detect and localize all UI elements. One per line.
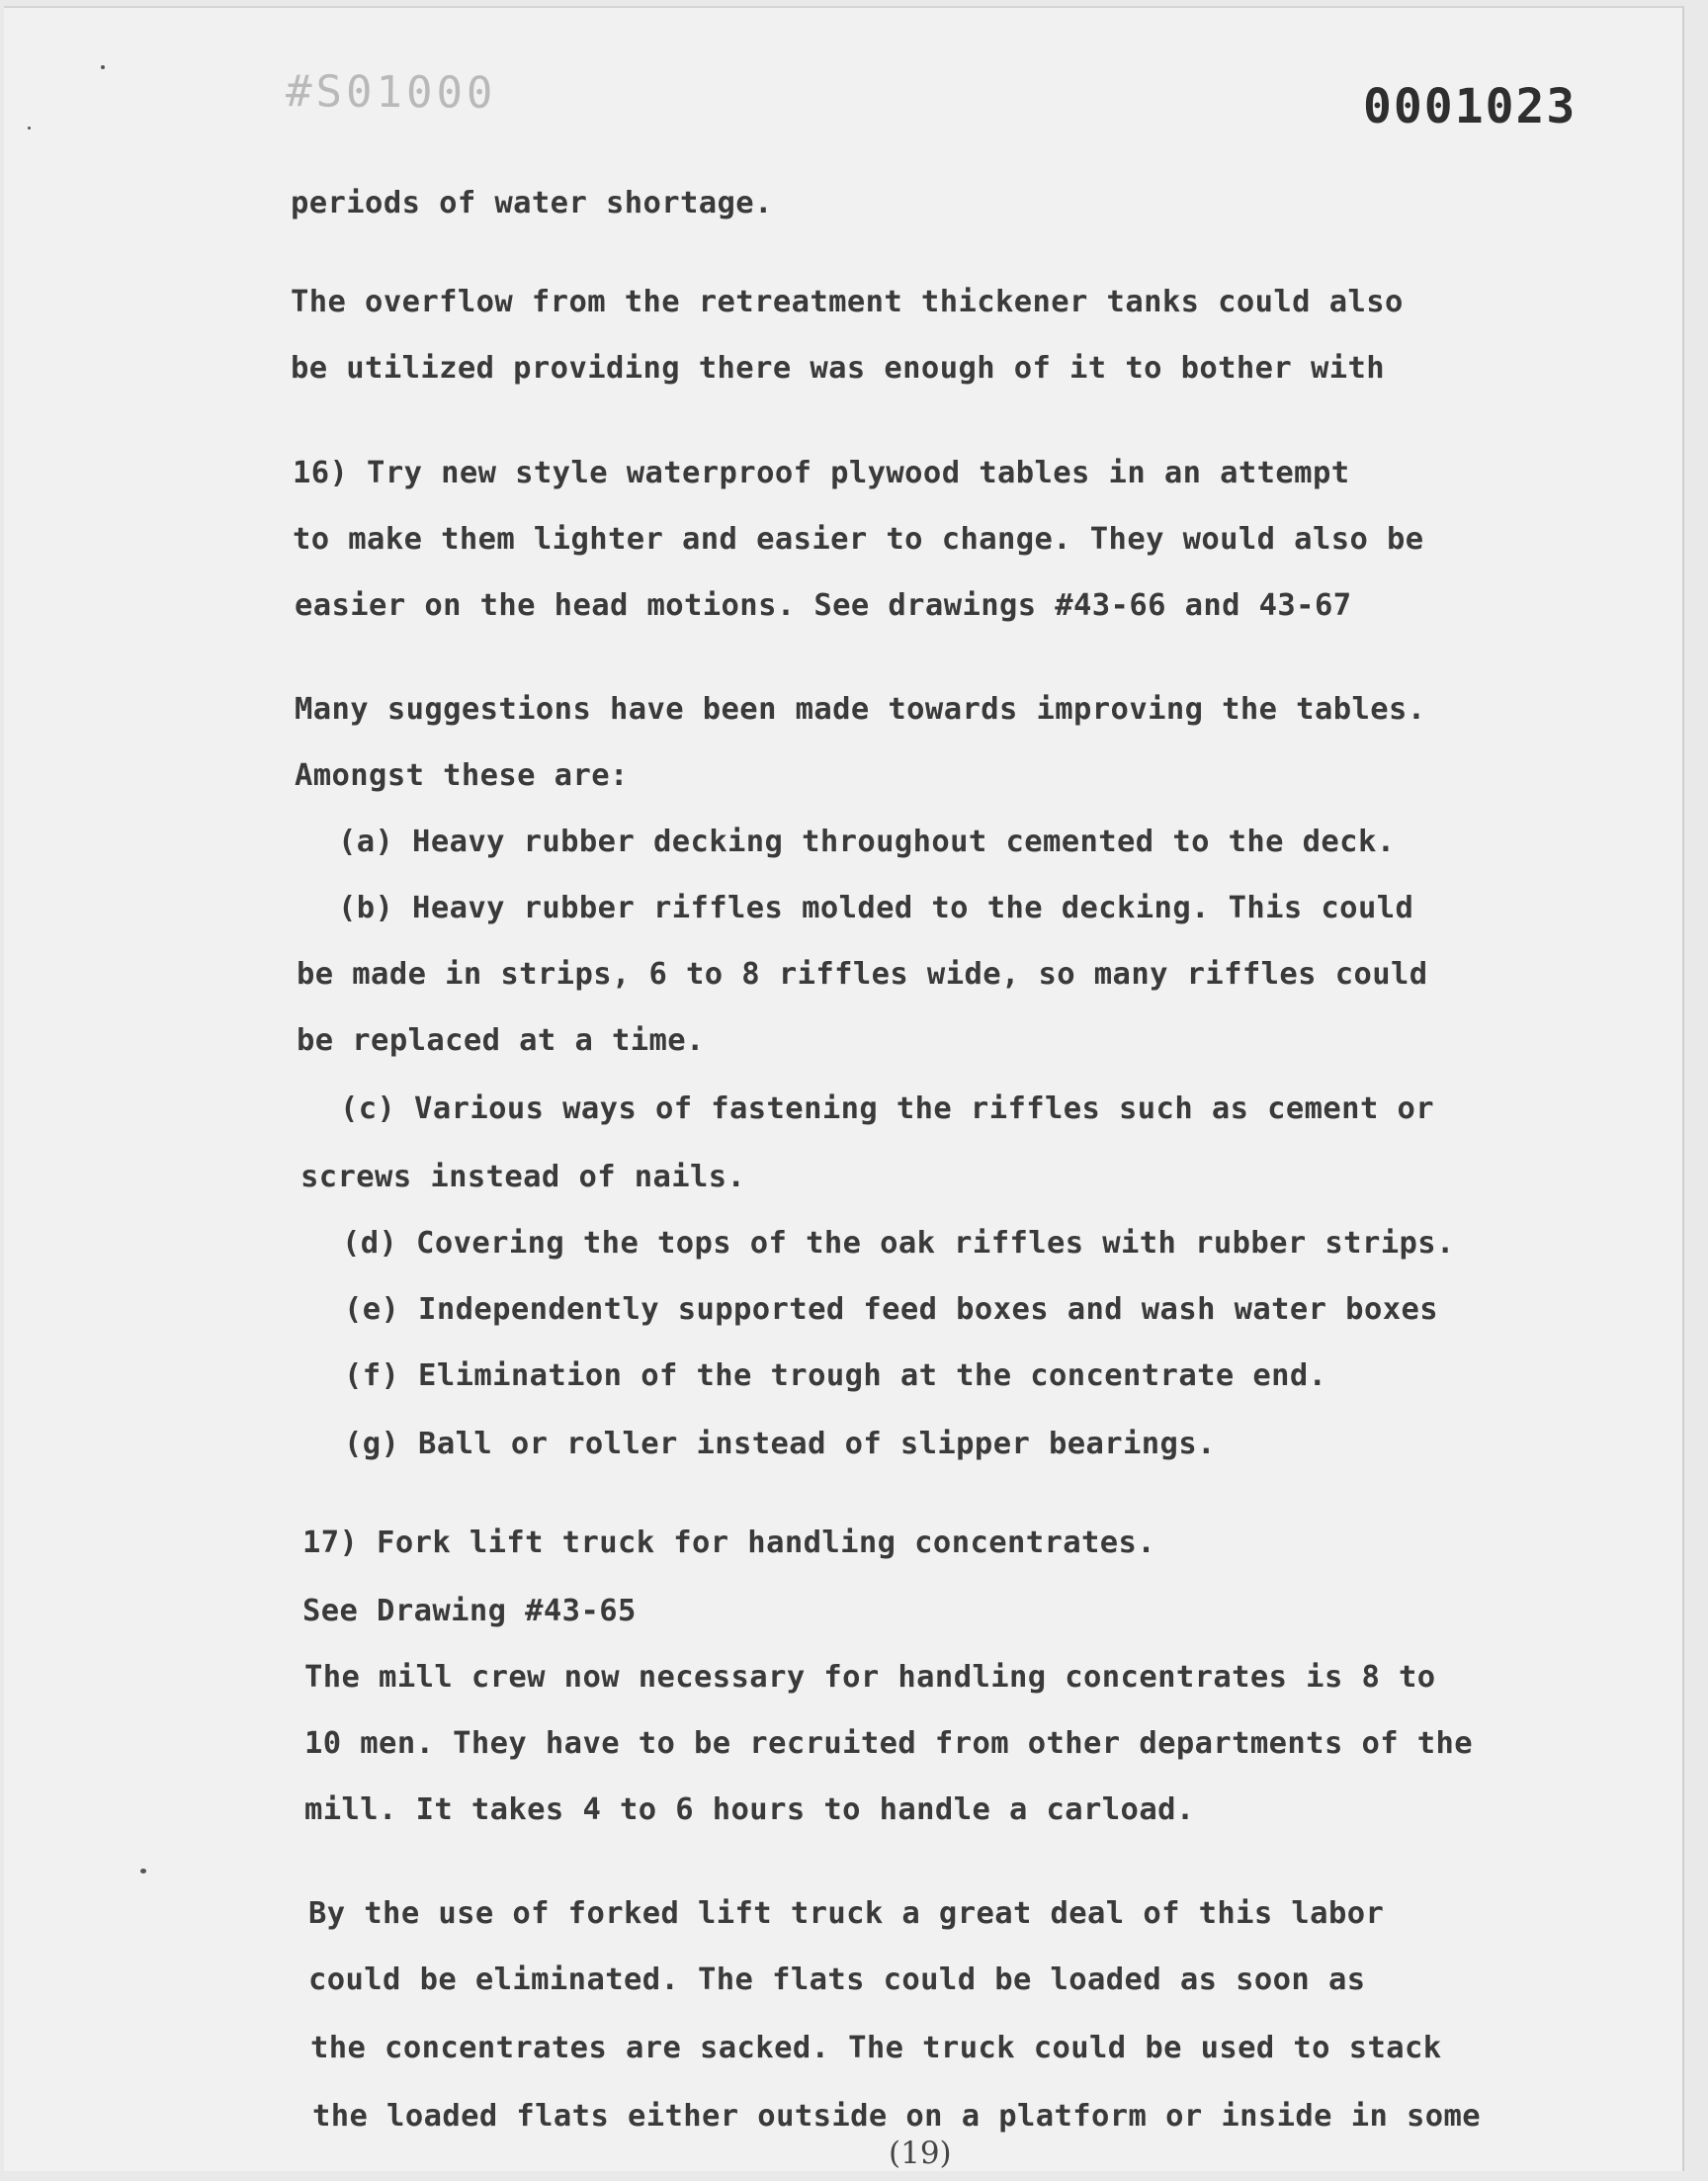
text-line: 16) Try new style waterproof plywood tables in an attempt — [293, 456, 1350, 490]
document-number-stamp: 0001023 — [1363, 79, 1578, 134]
text-line: Many suggestions have been made towards improving the tables. — [295, 692, 1426, 727]
faint-stamp: #S01000 — [285, 66, 497, 119]
text-line: The mill crew now necessary for handling concentrates is 8 to — [304, 1660, 1436, 1695]
scan-speck — [28, 127, 31, 130]
text-line: be replaced at a time. — [297, 1023, 705, 1058]
text-line: mill. It takes 4 to 6 hours to handle a carload. — [304, 1792, 1195, 1827]
text-line: 17) Fork lift truck for handling concentrates. — [302, 1526, 1156, 1560]
text-line: Amongst these are: — [295, 758, 629, 793]
scan-speck — [101, 65, 105, 69]
text-line: screws instead of nails. — [300, 1160, 746, 1194]
list-item: (a) Heavy rubber decking throughout cemented to the deck. — [338, 825, 1396, 859]
list-item: (e) Independently supported feed boxes and wash water boxes — [344, 1292, 1438, 1327]
document-page — [4, 6, 1684, 2171]
scan-speck — [140, 1869, 146, 1874]
text-line: the concentrates are sacked. The truck could be used to stack — [310, 2031, 1442, 2065]
text-line: The overflow from the retreatment thickener tanks could also — [291, 285, 1404, 319]
page-number: (19) — [889, 2136, 952, 2171]
list-item: (c) Various ways of fastening the riffles such as cement or — [340, 1091, 1434, 1126]
list-item: (g) Ball or roller instead of slipper bearings. — [344, 1427, 1216, 1461]
list-item: (f) Elimination of the trough at the concentrate end. — [344, 1358, 1327, 1393]
text-line: could be eliminated. The flats could be loaded as soon as — [308, 1963, 1366, 1997]
text-line: be made in strips, 6 to 8 riffles wide, so many riffles could — [297, 957, 1428, 992]
text-line: 10 men. They have to be recruited from other departments of the — [304, 1726, 1474, 1761]
list-item: (b) Heavy rubber riffles molded to the decking. This could — [338, 891, 1414, 925]
text-line: easier on the head motions. See drawings #43-66 and 43-67 — [295, 588, 1352, 623]
list-item: (d) Covering the tops of the oak riffles with rubber strips. — [342, 1226, 1455, 1261]
text-line: periods of water shortage. — [291, 186, 773, 220]
text-line: the loaded flats either outside on a platform or inside in some — [312, 2099, 1482, 2134]
text-line: By the use of forked lift truck a great deal of this labor — [308, 1896, 1385, 1931]
text-line: be utilized providing there was enough of it to bother with — [291, 351, 1385, 386]
text-line: See Drawing #43-65 — [302, 1594, 637, 1628]
text-line: to make them lighter and easier to change. They would also be — [293, 522, 1424, 557]
